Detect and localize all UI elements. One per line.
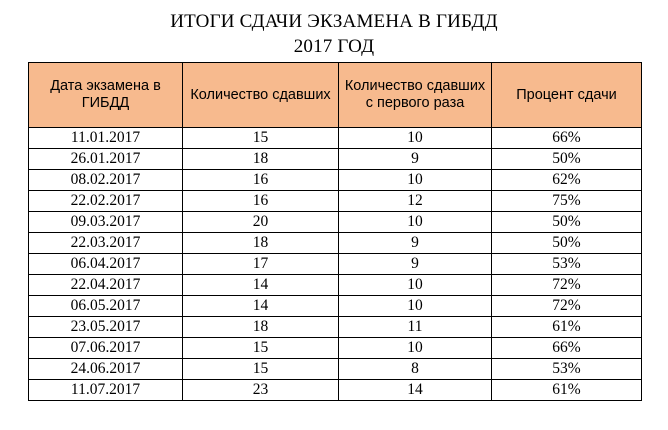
cell-passed-count: 18 <box>183 317 339 338</box>
cell-exam-date: 22.04.2017 <box>29 275 183 296</box>
table-row <box>29 296 642 317</box>
table-header-row <box>29 63 642 128</box>
cell-passed-count: 15 <box>183 128 339 149</box>
cell-first-attempt-count: 9 <box>339 254 492 275</box>
table-row <box>29 317 642 338</box>
cell-pass-percent: 53% <box>492 254 642 275</box>
cell-passed-count: 14 <box>183 296 339 317</box>
page-subtitle-year: 2017 ГОД <box>293 36 375 57</box>
cell-exam-date: 11.01.2017 <box>29 128 183 149</box>
cell-first-attempt-count: 9 <box>339 233 492 254</box>
cell-exam-date: 23.05.2017 <box>29 317 183 338</box>
cell-first-attempt-count: 10 <box>339 338 492 359</box>
cell-pass-percent: 62% <box>492 170 642 191</box>
cell-first-attempt-count: 10 <box>339 170 492 191</box>
column-header-first-attempt-count: Количество сдавших с первого раза <box>339 63 492 128</box>
table-row <box>29 338 642 359</box>
table-body <box>29 128 642 401</box>
cell-pass-percent: 50% <box>492 149 642 170</box>
cell-first-attempt-count: 9 <box>339 149 492 170</box>
cell-first-attempt-count: 10 <box>339 296 492 317</box>
cell-exam-date: 08.02.2017 <box>29 170 183 191</box>
cell-exam-date: 26.01.2017 <box>29 149 183 170</box>
cell-passed-count: 18 <box>183 149 339 170</box>
cell-first-attempt-count: 11 <box>339 317 492 338</box>
table-row <box>29 233 642 254</box>
cell-pass-percent: 66% <box>492 128 642 149</box>
cell-passed-count: 14 <box>183 275 339 296</box>
table-row <box>29 149 642 170</box>
cell-passed-count: 16 <box>183 170 339 191</box>
table-row <box>29 380 642 401</box>
cell-pass-percent: 61% <box>492 317 642 338</box>
cell-pass-percent: 72% <box>492 296 642 317</box>
cell-pass-percent: 75% <box>492 191 642 212</box>
cell-pass-percent: 53% <box>492 359 642 380</box>
column-header-pass-percent: Процент сдачи <box>492 63 642 128</box>
cell-pass-percent: 66% <box>492 338 642 359</box>
cell-exam-date: 06.05.2017 <box>29 296 183 317</box>
cell-first-attempt-count: 10 <box>339 128 492 149</box>
cell-first-attempt-count: 10 <box>339 275 492 296</box>
column-header-exam-date: Дата экзамена в ГИБДД <box>29 63 183 128</box>
table-row <box>29 275 642 296</box>
cell-exam-date: 11.07.2017 <box>29 380 183 401</box>
cell-pass-percent: 50% <box>492 233 642 254</box>
cell-passed-count: 15 <box>183 359 339 380</box>
cell-first-attempt-count: 14 <box>339 380 492 401</box>
exam-results-table <box>28 62 642 401</box>
cell-exam-date: 09.03.2017 <box>29 212 183 233</box>
cell-exam-date: 22.03.2017 <box>29 233 183 254</box>
cell-first-attempt-count: 12 <box>339 191 492 212</box>
table-row <box>29 254 642 275</box>
cell-first-attempt-count: 10 <box>339 212 492 233</box>
cell-pass-percent: 61% <box>492 380 642 401</box>
cell-passed-count: 17 <box>183 254 339 275</box>
cell-exam-date: 24.06.2017 <box>29 359 183 380</box>
cell-passed-count: 23 <box>183 380 339 401</box>
cell-exam-date: 22.02.2017 <box>29 191 183 212</box>
page-title: ИТОГИ СДАЧИ ЭКЗАМЕНА В ГИБДД <box>170 11 498 32</box>
cell-passed-count: 16 <box>183 191 339 212</box>
cell-exam-date: 07.06.2017 <box>29 338 183 359</box>
cell-exam-date: 06.04.2017 <box>29 254 183 275</box>
cell-passed-count: 15 <box>183 338 339 359</box>
cell-passed-count: 18 <box>183 233 339 254</box>
cell-pass-percent: 50% <box>492 212 642 233</box>
table-row <box>29 191 642 212</box>
cell-first-attempt-count: 8 <box>339 359 492 380</box>
cell-pass-percent: 72% <box>492 275 642 296</box>
column-header-passed-count: Количество сдавших <box>183 63 339 128</box>
table-row <box>29 212 642 233</box>
table-row <box>29 359 642 380</box>
table-row <box>29 128 642 149</box>
table-row <box>29 170 642 191</box>
cell-passed-count: 20 <box>183 212 339 233</box>
